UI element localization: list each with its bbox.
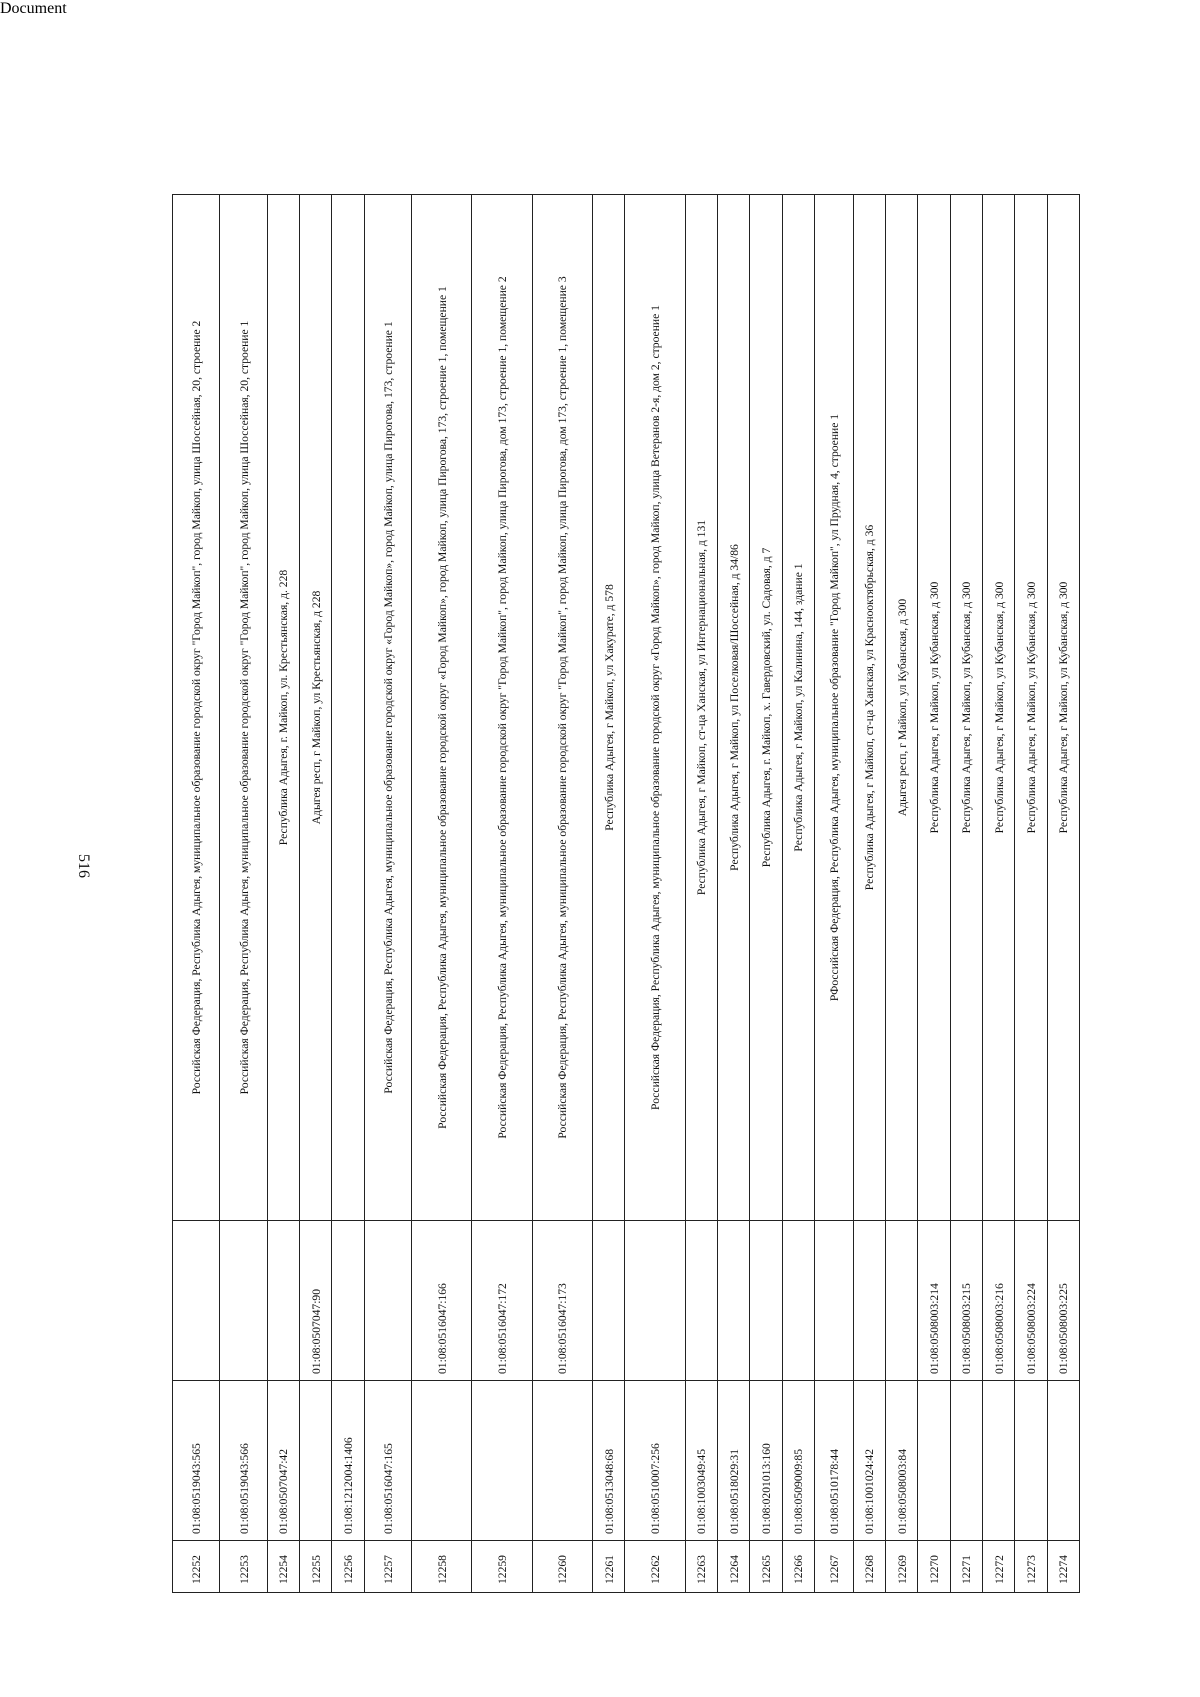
row-number-cell: 12265 [750,1541,782,1593]
address-cell: Республика Адыгея, г. Майкоп, ул. Крестьянская, д. 228 [267,195,299,1221]
cadastral-number-secondary-cell [750,1221,782,1381]
cadastral-number-secondary-cell: 01:08:0516047:173 [532,1221,592,1381]
row-number-cell: 12269 [886,1541,918,1593]
cadastral-number-secondary-cell [593,1221,625,1381]
row-number-cell: 12259 [472,1541,532,1593]
cadastral-number-primary-cell: 01:08:1001024:42 [853,1381,885,1541]
cadastral-number-primary-cell: 01:08:0518029:31 [717,1381,749,1541]
cadastral-number-secondary-cell: 01:08:0508003:216 [982,1221,1014,1381]
address-cell: Российская Федерация, Республика Адыгея, муниципальное образование городской округ «Город Майкоп», город Майкоп, улица Пирогова, 173, строение 1 [364,195,411,1221]
cadastral-number-secondary-cell: 01:08:0508003:214 [918,1221,950,1381]
table-row [853,195,885,1593]
cadastral-number-secondary-cell [625,1221,685,1381]
table-row [593,195,625,1593]
cadastral-number-primary-cell: 01:08:0507047:42 [267,1381,299,1541]
table-row [267,195,299,1593]
address-cell: Республика Адыгея, г Майкоп, ул Кубанская, д 300 [1015,195,1047,1221]
cadastral-number-primary-cell [982,1381,1014,1541]
cadastral-number-secondary-cell [814,1221,853,1381]
cadastral-number-primary-cell [1015,1381,1047,1541]
cadastral-number-secondary-cell: 01:08:0516047:166 [412,1221,472,1381]
row-number-cell: 12263 [685,1541,717,1593]
address-cell: Республика Адыгея, г Майкоп, ул Калинина, 144, здание 1 [782,195,814,1221]
document-page [0,18,1200,1697]
table-row [412,195,472,1593]
table-row [300,195,332,1593]
cadastral-number-primary-cell: 01:08:1003049:45 [685,1381,717,1541]
address-cell [332,195,364,1221]
cadastral-number-secondary-cell [267,1221,299,1381]
cadastral-number-primary-cell [950,1381,982,1541]
address-cell: Республика Адыгея, г Майкоп, ул Хакурате, д 578 [593,195,625,1221]
table-row [982,195,1014,1593]
row-number-cell: 12268 [853,1541,885,1593]
row-number-cell: 12258 [412,1541,472,1593]
table-row [918,195,950,1593]
row-number-cell: 12270 [918,1541,950,1593]
cadastral-number-primary-cell: 01:08:0516047:165 [364,1381,411,1541]
table-row [1047,195,1079,1593]
cadastral-number-secondary-cell: 01:08:0507047:90 [300,1221,332,1381]
cadastral-number-primary-cell: 01:08:0510178:44 [814,1381,853,1541]
cadastral-number-primary-cell: 01:08:0508003:84 [886,1381,918,1541]
row-number-cell: 12255 [300,1541,332,1593]
table-row [332,195,364,1593]
cadastral-number-secondary-cell [364,1221,411,1381]
row-number-cell: 12273 [1015,1541,1047,1593]
row-number-cell: 12262 [625,1541,685,1593]
cadastral-number-primary-cell: 01:08:0510007:256 [625,1381,685,1541]
address-cell: Адыгея респ, г Майкоп, ул Крестьянская, д 228 [300,195,332,1221]
cadastral-number-secondary-cell [685,1221,717,1381]
table-row [625,195,685,1593]
row-number-cell: 12260 [532,1541,592,1593]
row-number-cell: 12271 [950,1541,982,1593]
address-cell: Российская Федерация, Республика Адыгея, муниципальное образование городской округ "Город Майкоп", город Майкоп, улица Шоссейная, 20, строение 2 [173,195,220,1221]
table-row [717,195,749,1593]
address-cell: Республика Адыгея, г Майкоп, ул Кубанская, д 300 [950,195,982,1221]
table-row [750,195,782,1593]
address-cell: Республика Адыгея, г Майкоп, ст-ца Ханская, ул Краснооктябрьская, д 36 [853,195,885,1221]
cadastral-number-secondary-cell: 01:08:0508003:225 [1047,1221,1079,1381]
row-number-cell: 12253 [220,1541,267,1593]
cadastral-number-secondary-cell [173,1221,220,1381]
row-number-cell: 12261 [593,1541,625,1593]
address-cell: Адыгея респ, г Майкоп, ул Кубанская, д 300 [886,195,918,1221]
row-number-cell: 12266 [782,1541,814,1593]
cadastral-number-secondary-cell [332,1221,364,1381]
table-row [364,195,411,1593]
table-row [532,195,592,1593]
row-number-cell: 12254 [267,1541,299,1593]
row-number-cell: 12252 [173,1541,220,1593]
cadastral-number-secondary-cell: 01:08:0508003:224 [1015,1221,1047,1381]
address-cell: Российская Федерация, Республика Адыгея, муниципальное образование городской округ "Город Майкоп", город Майкоп, улица Шоссейная, 20, строение 1 [220,195,267,1221]
cadastral-number-secondary-cell [220,1221,267,1381]
row-number-cell: 12272 [982,1541,1014,1593]
table-row [173,195,220,1593]
cadastral-number-secondary-cell [886,1221,918,1381]
address-cell: Республика Адыгея, г. Майкоп, х. Гавердовский, ул. Садовая, д 7 [750,195,782,1221]
table-row [220,195,267,1593]
table-row [782,195,814,1593]
row-number-cell: 12267 [814,1541,853,1593]
address-cell: Российская Федерация, Республика Адыгея, муниципальное образование городской округ «Город Майкоп», город Майкоп, улица Ветеранов 2-я, дом 2, строение 1 [625,195,685,1221]
cadastral-number-primary-cell [472,1381,532,1541]
cadastral-number-secondary-cell [782,1221,814,1381]
address-cell: РФоссийская Федерация, Республика Адыгея, муниципальное образование "Город Майкоп", ул Прудная, 4, строение 1 [814,195,853,1221]
cadastral-number-primary-cell: 01:08:0201013:160 [750,1381,782,1541]
cadastral-number-primary-cell [1047,1381,1079,1541]
cadastral-number-primary-cell [412,1381,472,1541]
row-number-cell: 12274 [1047,1541,1079,1593]
table-region [172,195,1080,1593]
cadastral-number-primary-cell [300,1381,332,1541]
cadastral-number-primary-cell: 01:08:1212004:1406 [332,1381,364,1541]
cadastral-number-primary-cell: 01:08:0519043:565 [173,1381,220,1541]
cadastral-number-primary-cell: 01:08:0519043:566 [220,1381,267,1541]
table-row [472,195,532,1593]
cadastral-number-secondary-cell: 01:08:0508003:215 [950,1221,982,1381]
table-row [1015,195,1047,1593]
address-cell: Республика Адыгея, г Майкоп, ул Кубанская, д 300 [982,195,1014,1221]
address-cell: Российская Федерация, Республика Адыгея, муниципальное образование городской округ «Город Майкоп», город Майкоп, улица Пирогова, 173, строение 1, помещение 1 [412,195,472,1221]
address-cell: Республика Адыгея, г Майкоп, ул Кубанская, д 300 [918,195,950,1221]
cadastral-number-primary-cell [918,1381,950,1541]
cadastral-number-secondary-cell: 01:08:0516047:172 [472,1221,532,1381]
cadastral-number-secondary-cell [853,1221,885,1381]
row-number-cell: 12264 [717,1541,749,1593]
address-cell: Республика Адыгея, г Майкоп, ул Поселковая/Шоссейная, д 34/86 [717,195,749,1221]
cadastral-number-primary-cell [532,1381,592,1541]
page-number-text: 516 [75,854,92,878]
table-row [814,195,853,1593]
row-number-cell: 12256 [332,1541,364,1593]
address-cell: Российская Федерация, Республика Адыгея, муниципальное образование городской округ "Город Майкоп", город Майкоп, улица Пирогова, дом 173, строение 1, помещение 2 [472,195,532,1221]
table-row [950,195,982,1593]
cadastral-number-primary-cell: 01:08:0509009:85 [782,1381,814,1541]
property-table [172,194,1080,1593]
address-cell: Республика Адыгея, г Майкоп, ст-ца Ханская, ул Интернациональная, д 131 [685,195,717,1221]
address-cell: Республика Адыгея, г Майкоп, ул Кубанская, д 300 [1047,195,1079,1221]
cadastral-number-primary-cell: 01:08:0513048:68 [593,1381,625,1541]
cadastral-number-secondary-cell [717,1221,749,1381]
table-row [685,195,717,1593]
table-row [886,195,918,1593]
row-number-cell: 12257 [364,1541,411,1593]
address-cell: Российская Федерация, Республика Адыгея, муниципальное образование городской округ "Город Майкоп", город Майкоп, улица Пирогова, дом 173, строение 1, помещение 3 [532,195,592,1221]
property-table-body [173,195,1080,1593]
